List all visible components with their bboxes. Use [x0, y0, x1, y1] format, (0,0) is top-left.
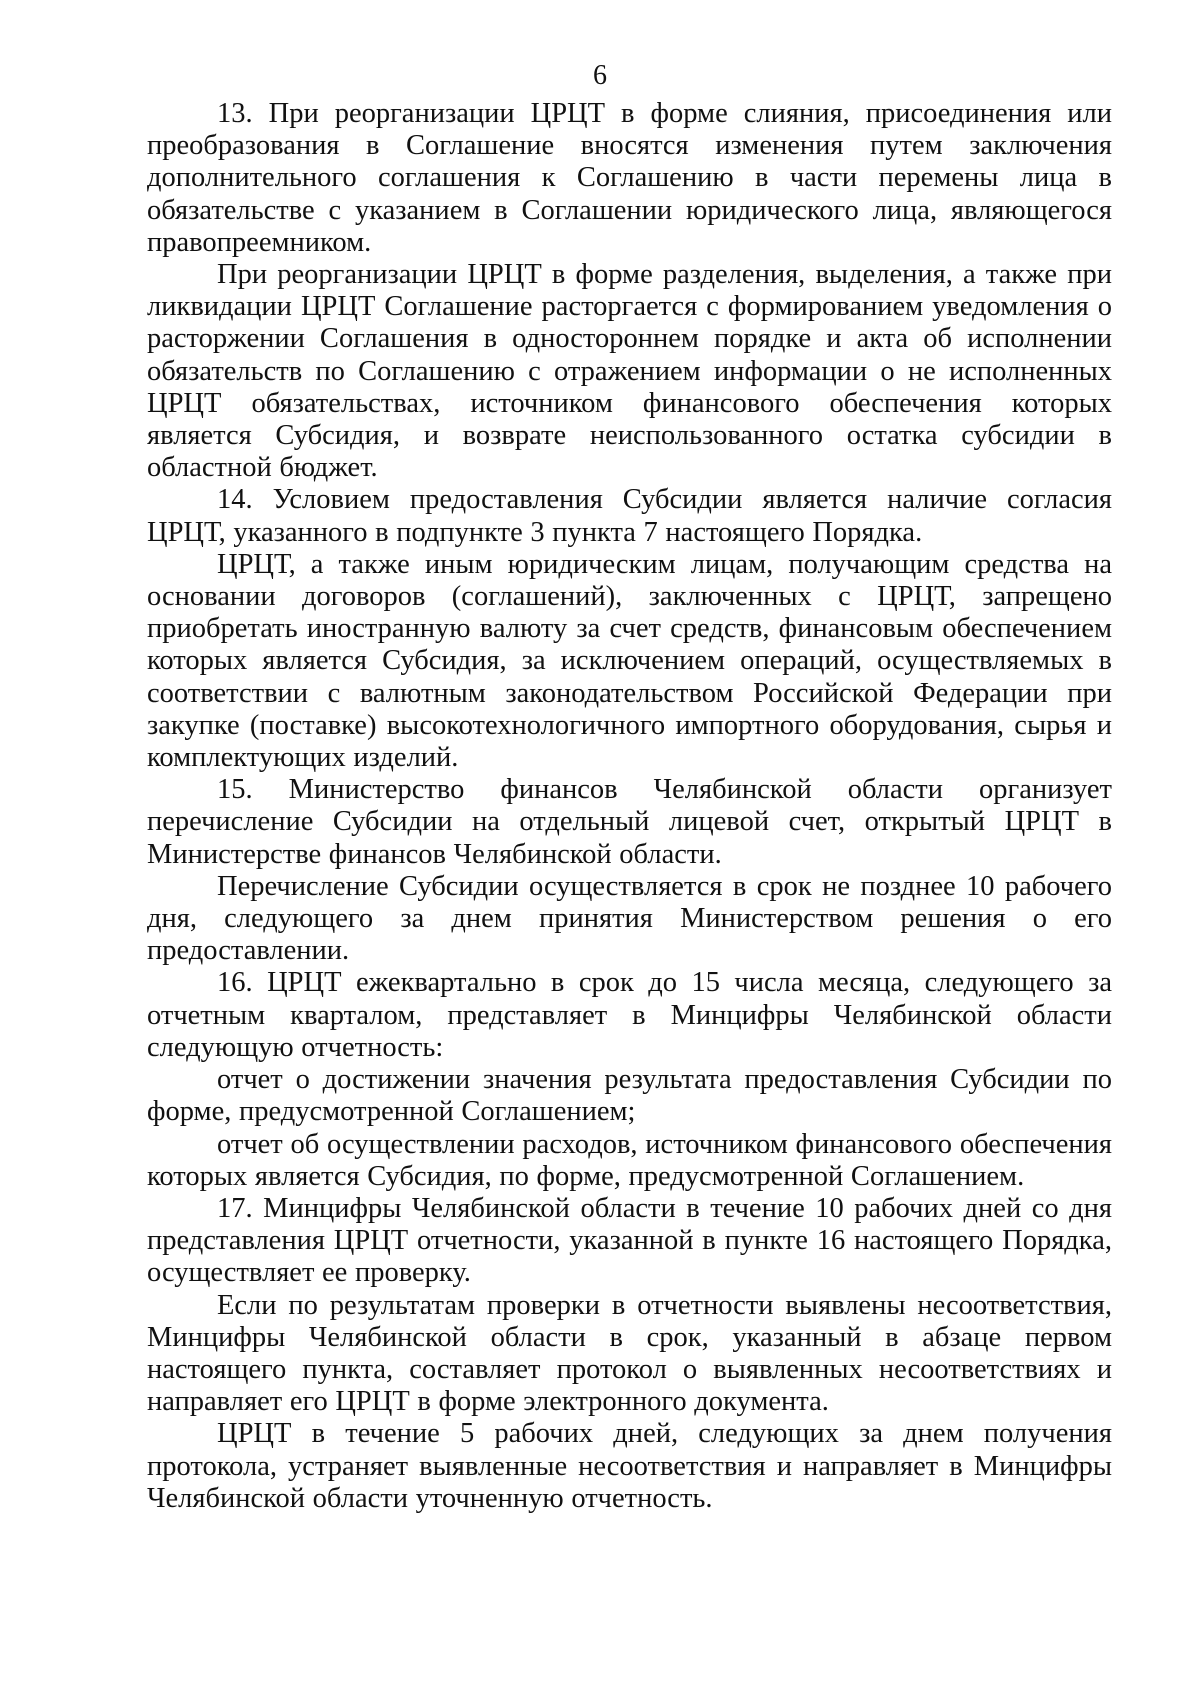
paragraph-14: 14. Условием предоставления Субсидии является наличие согласия ЦРЦТ, указанного в подпункте 3 пункта 7 настоящего Порядка. [147, 484, 1112, 548]
paragraph-16: 16. ЦРЦТ ежеквартально в срок до 15 числа месяца, следующего за отчетным кварталом, представляет в Минцифры Челябинской области следующую отчетность: [147, 967, 1112, 1063]
document-body [147, 98, 1112, 1515]
paragraph-17: 17. Минцифры Челябинской области в течение 10 рабочих дней со дня представления ЦРЦТ отчетности, указанной в пункте 16 настоящего Порядка, осуществляет ее проверку. [147, 1192, 1112, 1289]
paragraph-13: 13. При реорганизации ЦРЦТ в форме слияния, присоединения или преобразования в Соглашение вносятся изменения путем заключения дополнительного соглашения к Соглашению в части перемены лица в обязательстве с указанием в Соглашении юридического лица, являющегося правопреемником. [147, 98, 1112, 258]
paragraph-14-currency-restriction: ЦРЦТ, а также иным юридическим лицам, получающим средства на основании договоров (соглашений), заключенных с ЦРЦТ, запрещено приобретать иностранную валюту за счет средств, финансовым обеспечением которых является Субсидия, за исключением операций, осуществляемых в соответствии с валютным законодательством Российской Федерации при закупке (поставке) высокотехнологичного импортного оборудования, сырья и комплектующих изделий. [147, 548, 1112, 774]
paragraph-16-report-result: отчет о достижении значения результата предоставления Субсидии по форме, предусмотренной Соглашением; [147, 1064, 1112, 1128]
paragraph-17-discrepancies: Если по результатам проверки в отчетности выявлены несоответствия, Минцифры Челябинской области в срок, указанный в абзаце первом настоящего пункта, составляет протокол о выявленных несоответствиях и направляет его ЦРЦТ в форме электронного документа. [147, 1289, 1112, 1418]
paragraph-13-reorganization: При реорганизации ЦРЦТ в форме разделения, выделения, а также при ликвидации ЦРЦТ Соглашение расторгается с формированием уведомления о расторжении Соглашения в одностороннем порядке и акта об исполнении обязательств по Соглашению с отражением информации о не исполненных ЦРЦТ обязательствах, источником финансового обеспечения которых является Субсидия, и возврате неиспользованного остатка субсидии в областной бюджет. [147, 259, 1112, 484]
page-number: 6 [593, 60, 607, 91]
paragraph-16-report-expenses: отчет об осуществлении расходов, источником финансового обеспечения которых является Субсидия, по форме, предусмотренной Соглашением. [147, 1128, 1112, 1192]
paragraph-17-correction: ЦРЦТ в течение 5 рабочих дней, следующих за днем получения протокола, устраняет выявленные несоответствия и направляет в Минцифры Челябинской области уточненную отчетность. [147, 1418, 1112, 1514]
paragraph-15-transfer-term: Перечисление Субсидии осуществляется в срок не позднее 10 рабочего дня, следующего за днем принятия Министерством решения о его предоставлении. [147, 870, 1112, 967]
paragraph-15: 15. Министерство финансов Челябинской области организует перечисление Субсидии на отдельный лицевой счет, открытый ЦРЦТ в Министерстве финансов Челябинской области. [147, 774, 1112, 870]
